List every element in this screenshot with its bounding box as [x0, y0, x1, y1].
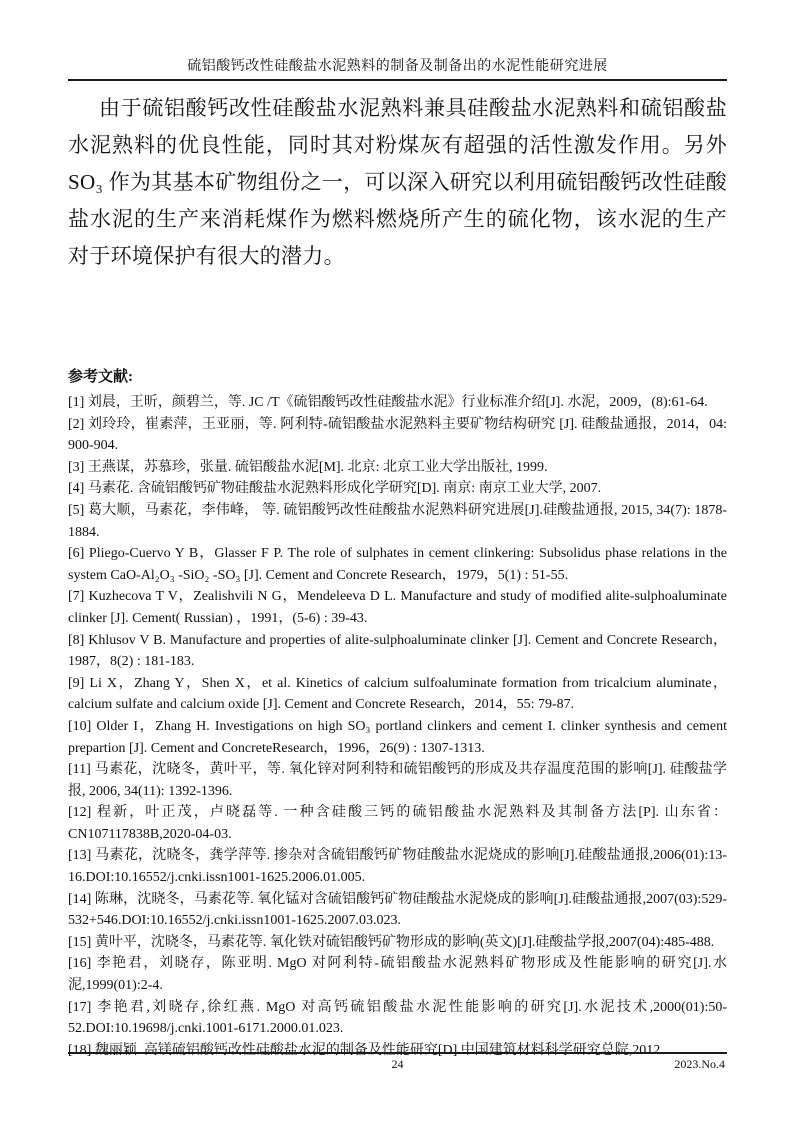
- issue-number: 2023.No.4: [674, 1057, 725, 1071]
- page-footer: [68, 1052, 727, 1077]
- references-list: [68, 392, 727, 1061]
- reference-item: [16] 李艳君，刘晓存，陈亚明. MgO 对阿利特-硫铝酸盐水泥熟料矿物形成及性能影响的研究[J].水泥,1999(01):2-4.: [68, 956, 727, 994]
- reference-item: [18] 魏丽颖. 高镁硫铝酸钙改性硅酸盐水泥的制备及性能研究[D].中国建筑材料科学研究总院,2012.: [68, 1042, 664, 1058]
- references-heading: 参考文献:: [68, 369, 133, 385]
- reference-item: [14] 陈琳，沈晓冬，马素花等. 氧化锰对含硫铝酸钙矿物硅酸盐水泥烧成的影响[J].硅酸盐通报,2007(03):529-532+546.DOI:10.16552/j.cnki.issn1001-1625.2007.03.023.: [68, 891, 727, 929]
- reference-item: [7] Kuzhecova T V，Zealishvili N G，Mendeleeva D L. Manufacture and study of modified alite-sulphoaluminate clinker [J]. Cement( Russian) ，1991，(5-6) : 39-43.: [68, 589, 727, 626]
- reference-item: [15] 黄叶平，沈晓冬，马素花等. 氧化铁对硫铝酸钙矿物形成的影响(英文)[J].硅酸盐学报,2007(04):485-488.: [68, 934, 715, 950]
- page-number: 24: [391, 1057, 404, 1071]
- reference-item: [4] 马素花. 含硫铝酸钙矿物硅酸盐水泥熟料形成化学研究[D]. 南京: 南京工业大学, 2007.: [68, 481, 602, 497]
- reference-item: [5] 葛大顺，马素花，李伟峰， 等. 硫铝酸钙改性硅酸盐水泥熟料研究进展[J].硅酸盐通报, 2015, 34(7): 1878-1884.: [68, 502, 727, 540]
- reference-item: [10] Older I，Zhang H. Investigations on high SO₃ portland clinkers and cement I. clinker synthesis and cement prepartion [J]. Cement and ConcreteResearch，1996，26(9) : 1307-1313.: [68, 718, 727, 756]
- reference-item: [1] 刘晨，王昕，颜碧兰，等. JC /T《硫铝酸钙改性硅酸盐水泥》行业标准介绍[J]. 水泥，2009，(8):61-64.: [68, 395, 708, 410]
- reference-item: [3] 王燕谋，苏慕珍，张量. 硫铝酸盐水泥[M]. 北京: 北京工业大学出版社, 1999.: [68, 459, 548, 475]
- reference-item: [9] Li X，Zhang Y，Shen X，et al. Kinetics of calcium sulfoaluminate formation from tricalcium aluminate，calcium sulfate and calcium oxide [J]. Cement and Concrete Research，2014，55: 79-87.: [68, 675, 727, 713]
- header-rule: [68, 79, 727, 81]
- reference-item: [6] Pliego-Cuervo Y B，Glasser F P. The role of sulphates in cement clinkering: Subsolidus phase relations in the system CaO-Al₂O₃ -SiO₂ -SO₃ [J]. Cement and Concrete Research，1979，5(1) : 51-55.: [68, 546, 727, 583]
- reference-item: [12] 程新，叶正茂，卢晓磊等. 一种含硅酸三钙的硫铝酸盐水泥熟料及其制备方法[P]. 山东省：CN107117838B,2020-04-03.: [68, 805, 727, 842]
- reference-item: [13] 马素花，沈晓冬，龚学萍等. 掺杂对含硫铝酸钙矿物硅酸盐水泥烧成的影响[J].硅酸盐通报,2006(01):13-16.DOI:10.16552/j.cnki.issn1001-1625.2006.01.005.: [68, 848, 727, 886]
- reference-item: [2] 刘玲玲，崔素萍，王亚丽，等. 阿利特-硫铝酸盐水泥熟料主要矿物结构研究 [J]. 硅酸盐通报，2014，04: 900-904.: [68, 416, 727, 454]
- reference-item: [8] Khlusov V B. Manufacture and properties of alite-sulphoaluminate clinker [J]. Cement and Concrete Research，1987，8(2) : 181-183.: [68, 632, 727, 670]
- reference-item: [11] 马素花，沈晓冬，黄叶平，等. 氧化锌对阿利特和硫铝酸钙的形成及共存温度范围的影响[J]. 硅酸盐学报, 2006, 34(11): 1392-1396.: [68, 762, 727, 799]
- footer-inner: [68, 1054, 727, 1077]
- running-head-title: 硫铝酸钙改性硅酸盐水泥熟料的制备及制备出的水泥性能研究进展: [187, 59, 608, 74]
- reference-item: [17] 李艳君,刘晓存,徐红燕. MgO 对高钙硫铝酸盐水泥性能影响的研究[J].水泥技术,2000(01):50-52.DOI:10.19698/j.cnki.1001-6171.2000.01.023.: [68, 999, 727, 1037]
- body-paragraph: 由于硫铝酸钙改性硅酸盐水泥熟料兼具硅酸盐水泥熟料和硫铝酸盐水泥熟料的优良性能，同时其对粉煤灰有超强的活性激发作用。另外 SO₃ 作为其基本矿物组份之一，可以深入研究以利用硫铝酸钙改性硅酸盐水泥的生产来消耗煤作为燃料燃烧所产生的硫化物，该水泥的生产对于环境保护有很大的潜力。: [68, 96, 727, 268]
- page-content: [68, 0, 727, 1061]
